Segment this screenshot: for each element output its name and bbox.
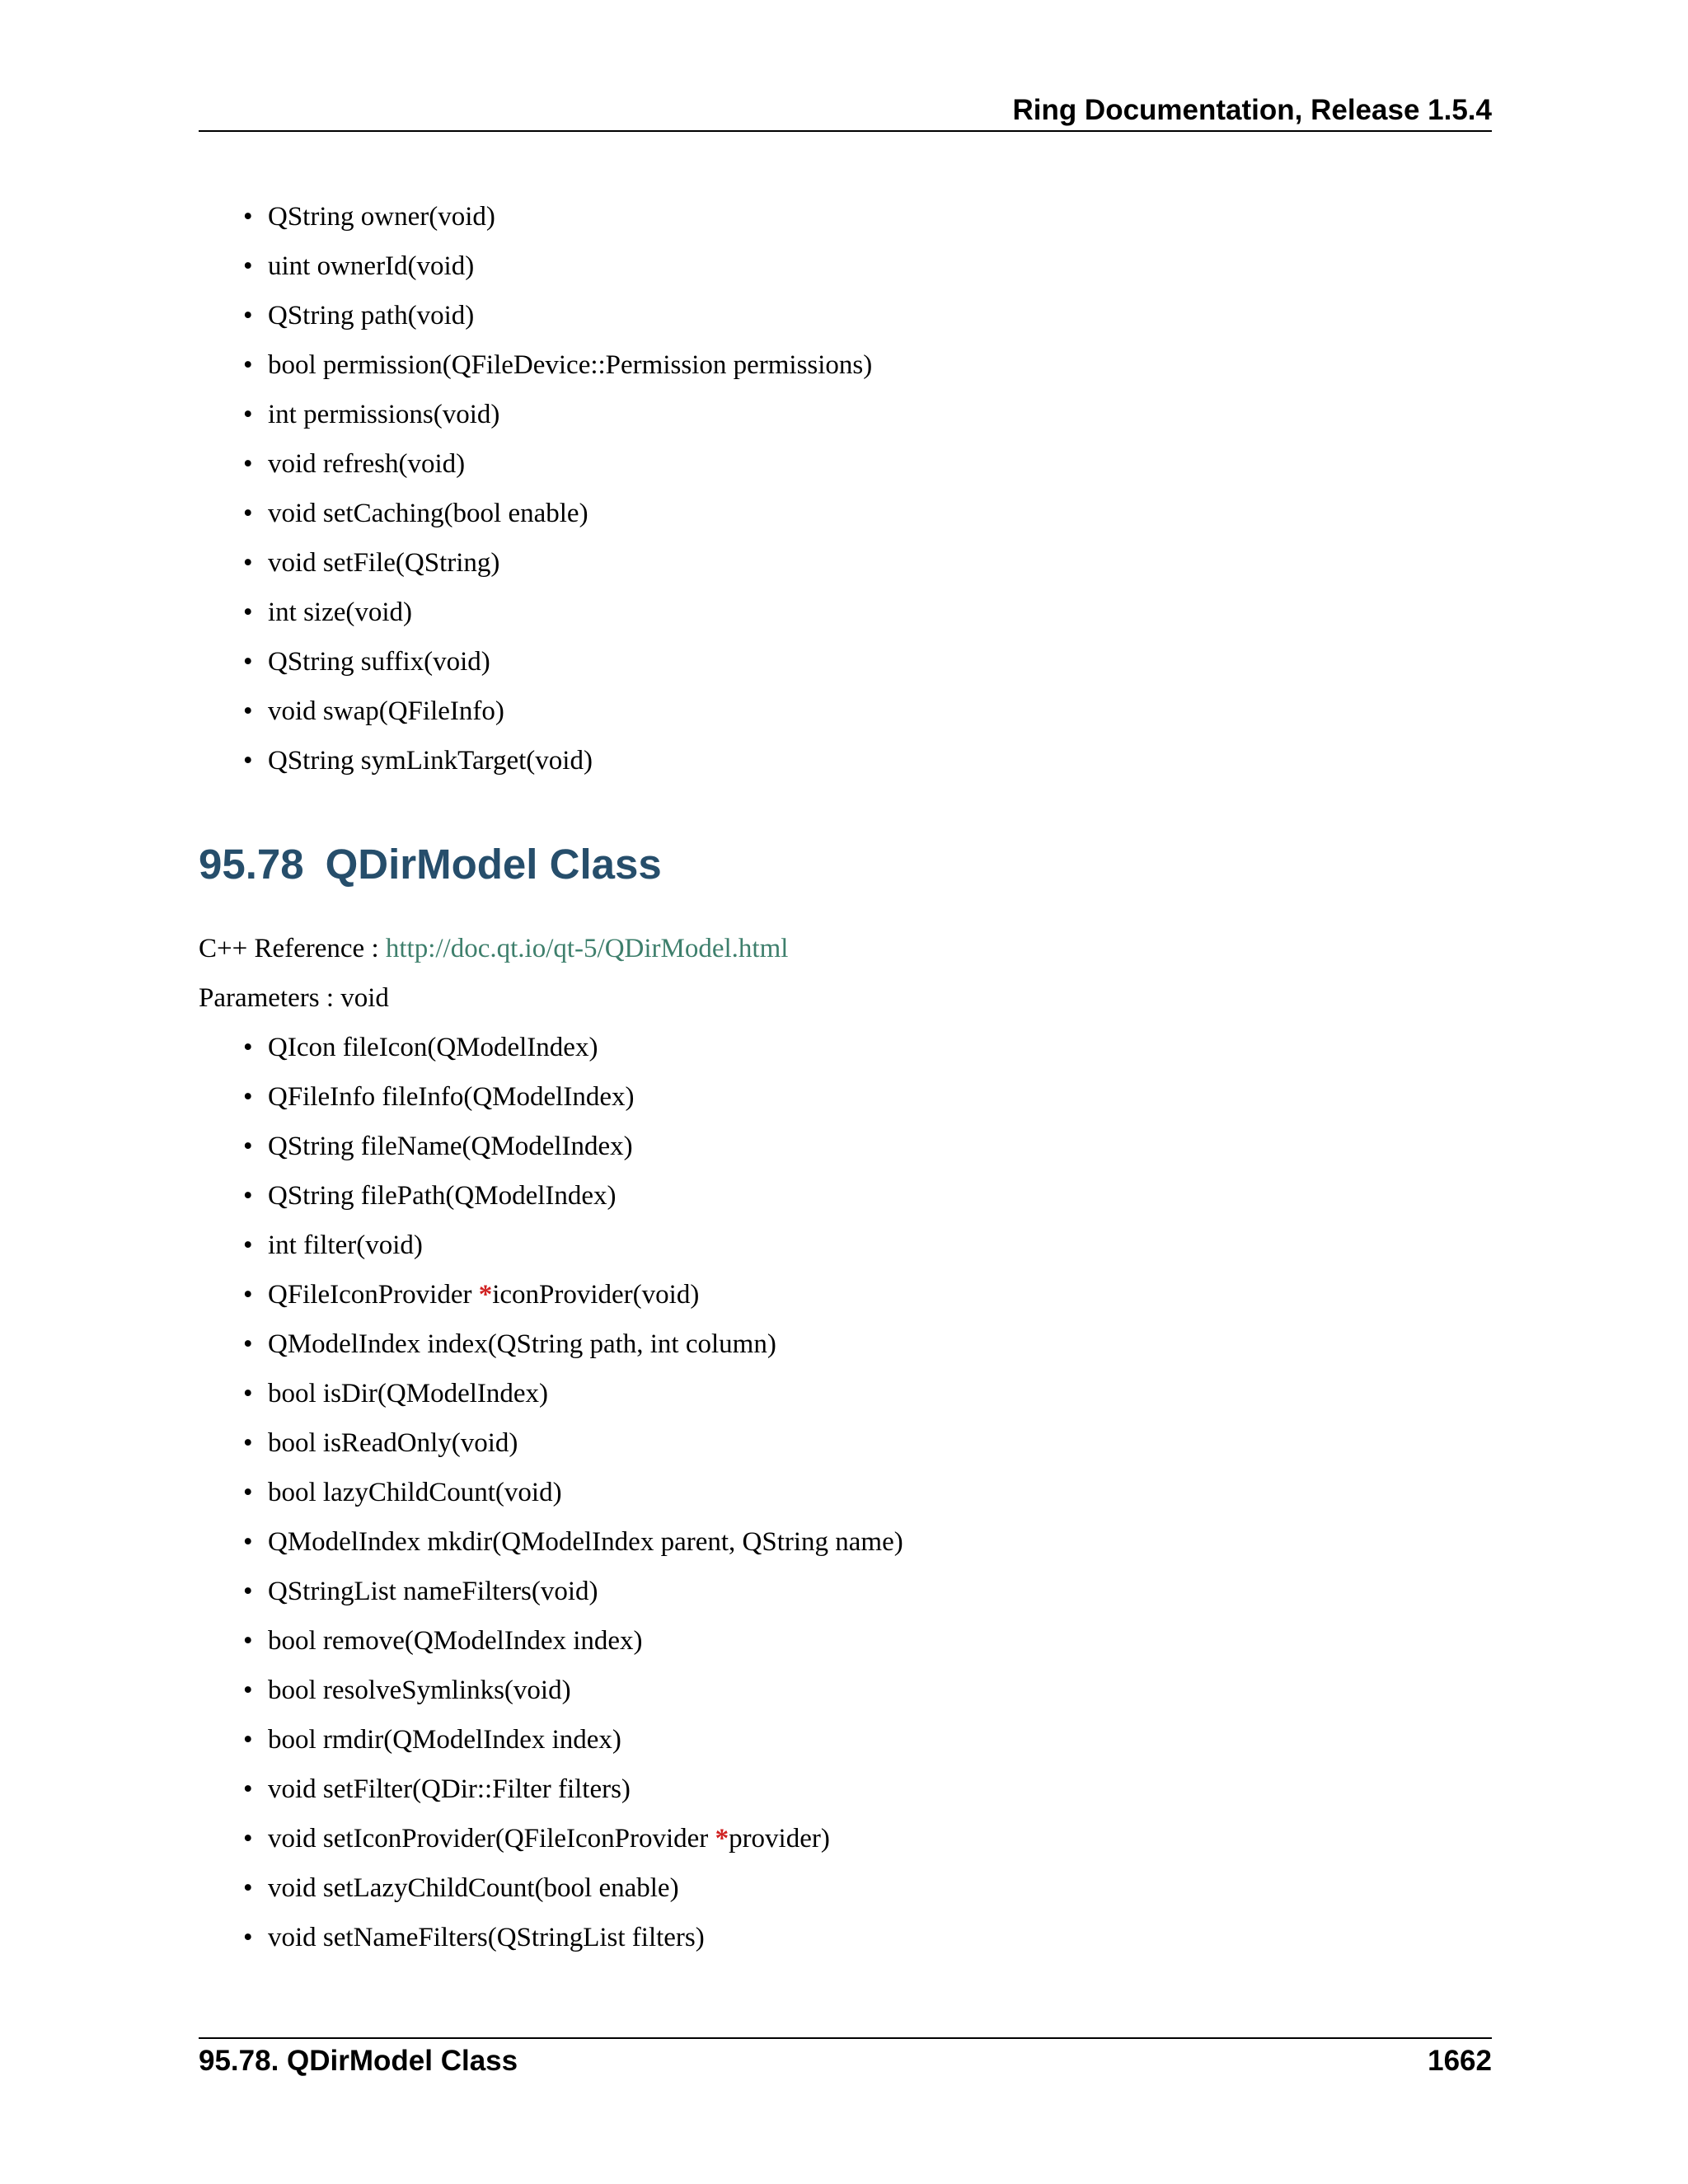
method-signature: uint ownerId(void) — [268, 251, 475, 281]
reference-link[interactable]: http://doc.qt.io/qt-5/QDirModel.html — [385, 934, 789, 963]
list-item — [243, 1270, 903, 1319]
list-item — [243, 1567, 903, 1616]
list-item — [243, 1171, 903, 1221]
bullet-icon: • — [243, 548, 253, 578]
method-signature: QString suffix(void) — [268, 647, 490, 677]
bullet-icon: • — [243, 1428, 253, 1458]
list-item — [243, 588, 872, 637]
method-signature: void setNameFilters(QStringList filters) — [268, 1923, 705, 1952]
method-list-qfileinfo — [243, 192, 873, 785]
list-item — [243, 1468, 903, 1517]
bullet-icon: • — [243, 1873, 253, 1903]
reference-label: C++ Reference : — [199, 934, 386, 963]
list-item — [243, 1666, 903, 1715]
list-item — [243, 489, 872, 538]
list-item — [243, 1616, 903, 1666]
list-item — [243, 637, 872, 687]
bullet-icon: • — [243, 1379, 253, 1408]
list-item — [243, 1715, 903, 1765]
list-item — [243, 1517, 903, 1567]
bullet-icon: • — [243, 1280, 253, 1310]
bullet-icon: • — [243, 1181, 253, 1211]
bullet-icon: • — [243, 499, 253, 528]
parameters-line: Parameters : void — [199, 983, 389, 1013]
bullet-icon: • — [243, 1675, 253, 1705]
bullet-icon: • — [243, 1132, 253, 1161]
bullet-icon: • — [243, 1774, 253, 1804]
method-signature: bool permission(QFileDevice::Permission permissions) — [268, 350, 873, 380]
method-signature-part: QFileIconProvider — [268, 1280, 479, 1310]
list-item — [243, 192, 872, 241]
method-signature: QFileInfo fileInfo(QModelIndex) — [268, 1082, 635, 1112]
method-signature: bool isDir(QModelIndex) — [268, 1379, 549, 1408]
bullet-icon: • — [243, 1626, 253, 1656]
bullet-icon: • — [243, 1824, 253, 1854]
bullet-icon: • — [243, 1725, 253, 1755]
list-item — [243, 291, 872, 340]
header-rule — [199, 130, 1492, 132]
method-signature: QString owner(void) — [268, 202, 495, 232]
pointer-asterisk: * — [478, 1280, 493, 1310]
method-signature: QString fileName(QModelIndex) — [268, 1132, 633, 1161]
list-item — [243, 340, 873, 390]
method-signature-part: iconProvider(void) — [492, 1280, 700, 1310]
bullet-icon: • — [243, 647, 253, 677]
bullet-icon: • — [243, 1478, 253, 1507]
bullet-icon: • — [243, 202, 253, 232]
bullet-icon: • — [243, 301, 253, 330]
page-number: 1662 — [1428, 2045, 1492, 2077]
bullet-icon: • — [243, 251, 253, 281]
list-item — [243, 1319, 903, 1369]
list-item — [243, 687, 872, 736]
section-title: QDirModel Class — [325, 841, 662, 888]
list-item — [243, 736, 872, 785]
pointer-asterisk: * — [715, 1824, 729, 1854]
method-signature: QModelIndex index(QString path, int column) — [268, 1329, 776, 1359]
list-item — [243, 1863, 903, 1913]
list-item — [243, 1418, 903, 1468]
running-header-title: Ring Documentation, Release 1.5.4 — [1012, 94, 1492, 126]
list-item — [243, 1122, 903, 1171]
bullet-icon: • — [243, 449, 253, 479]
method-signature: QString filePath(QModelIndex) — [268, 1181, 617, 1211]
list-item — [243, 439, 872, 489]
method-signature: QString symLinkTarget(void) — [268, 746, 593, 776]
list-item — [243, 1913, 903, 1962]
method-signature: void setCaching(bool enable) — [268, 499, 588, 528]
list-item — [243, 1369, 903, 1418]
bullet-icon: • — [243, 400, 253, 429]
method-signature: QString path(void) — [268, 301, 475, 330]
list-item — [243, 390, 872, 439]
method-signature: void setFilter(QDir::Filter filters) — [268, 1774, 631, 1804]
bullet-icon: • — [243, 1577, 253, 1606]
list-item — [243, 1221, 903, 1270]
bullet-icon: • — [243, 1527, 253, 1557]
list-item — [243, 1023, 903, 1072]
method-signature: bool remove(QModelIndex index) — [268, 1626, 643, 1656]
method-signature: bool isReadOnly(void) — [268, 1428, 518, 1458]
bullet-icon: • — [243, 350, 253, 380]
bullet-icon: • — [243, 746, 253, 776]
method-signature: int permissions(void) — [268, 400, 500, 429]
method-signature-part: void setIconProvider(QFileIconProvider — [268, 1824, 715, 1854]
method-signature: bool resolveSymlinks(void) — [268, 1675, 571, 1705]
method-signature: void setLazyChildCount(bool enable) — [268, 1873, 679, 1903]
method-signature: int size(void) — [268, 598, 413, 627]
section-heading — [199, 836, 662, 893]
cpp-reference-line — [199, 924, 788, 973]
list-item — [243, 1814, 903, 1863]
bullet-icon: • — [243, 1329, 253, 1359]
bullet-icon: • — [243, 1230, 253, 1260]
list-item — [243, 1072, 903, 1122]
method-signature: QModelIndex mkdir(QModelIndex parent, QString name) — [268, 1527, 903, 1557]
method-signature: QStringList nameFilters(void) — [268, 1577, 598, 1606]
list-item — [243, 538, 872, 588]
bullet-icon: • — [243, 598, 253, 627]
method-signature: void refresh(void) — [268, 449, 466, 479]
method-list-qdirmodel — [243, 1023, 903, 1962]
section-number: 95.78 — [199, 841, 304, 888]
bullet-icon: • — [243, 696, 253, 726]
bullet-icon: • — [243, 1033, 253, 1062]
footer-section-title: 95.78. QDirModel Class — [199, 2045, 518, 2077]
bullet-icon: • — [243, 1923, 253, 1952]
list-item — [243, 241, 872, 291]
method-signature: bool rmdir(QModelIndex index) — [268, 1725, 621, 1755]
method-signature-part: provider) — [729, 1824, 830, 1854]
method-signature: void swap(QFileInfo) — [268, 696, 504, 726]
method-signature: int filter(void) — [268, 1230, 423, 1260]
list-item — [243, 1765, 903, 1814]
bullet-icon: • — [243, 1082, 253, 1112]
method-signature: void setFile(QString) — [268, 548, 500, 578]
footer-rule — [199, 2037, 1492, 2039]
method-signature: QIcon fileIcon(QModelIndex) — [268, 1033, 598, 1062]
method-signature: bool lazyChildCount(void) — [268, 1478, 562, 1507]
